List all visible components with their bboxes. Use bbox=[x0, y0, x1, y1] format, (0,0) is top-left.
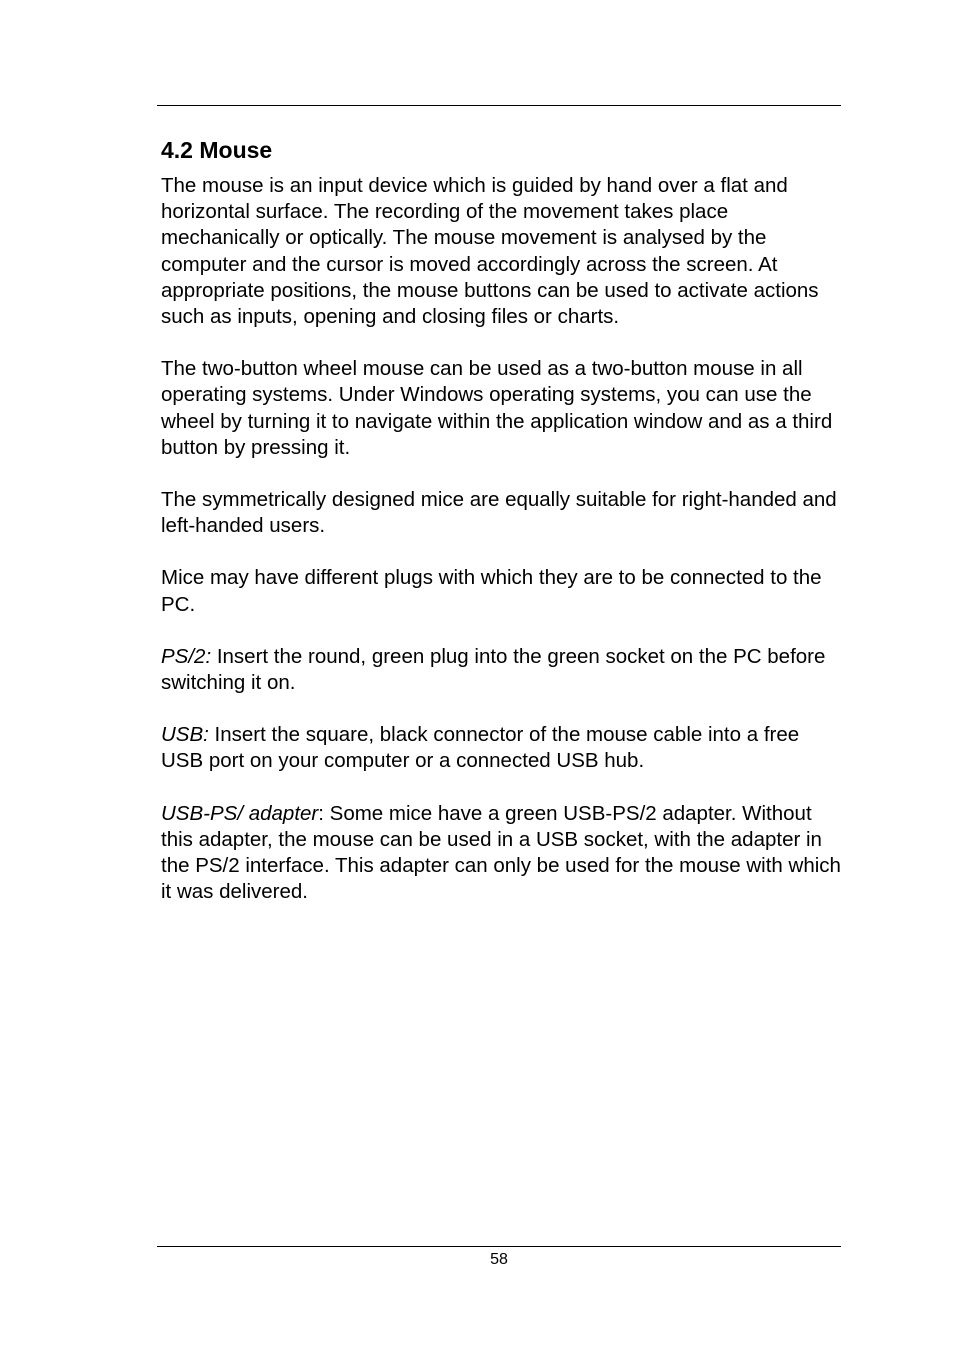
paragraph-ps2 bbox=[161, 644, 841, 696]
paragraph-text: The symmetrically designed mice are equally suitable for right-handed and left-handed users. bbox=[161, 488, 837, 538]
paragraph-lead-usb-ps-adapter: USB-PS/ adapter bbox=[161, 801, 319, 825]
page-number: 58 bbox=[490, 1251, 508, 1268]
paragraph-usb bbox=[161, 722, 841, 774]
paragraph-text: The mouse is an input device which is guided by hand over a flat and horizontal surface. The recording of the movement takes place mechanically or optically. The mouse movement is analysed by the computer and the cursor is moved accordingly across the screen. At appropriate positions, the mouse buttons can be used to activate actions such as inputs, opening and closing files or charts. bbox=[161, 174, 819, 329]
paragraph-text: : Some mice have a green USB-PS/2 adapter. Without this adapter, the mouse can be used in a USB socket, with the adapter in the PS/2 interface. This adapter can only be used for the mouse with which it was delivered. bbox=[161, 801, 841, 904]
paragraph-mouse-intro bbox=[161, 173, 841, 330]
paragraph-wheel-mouse bbox=[161, 356, 841, 461]
footer-rule bbox=[157, 1246, 841, 1247]
paragraph-text: Insert the round, green plug into the green socket on the PC before switching it on. bbox=[161, 644, 826, 695]
paragraph-text: Mice may have different plugs with which they are to be connected to the PC. bbox=[161, 566, 822, 616]
paragraph-lead-ps2: PS/2: bbox=[161, 644, 212, 668]
header-rule bbox=[157, 105, 841, 106]
page-content bbox=[161, 136, 841, 931]
paragraph-text: Insert the square, black connector of the mouse cable into a free USB port on your computer or a connected USB hub. bbox=[161, 723, 800, 773]
paragraph-usb-ps-adapter bbox=[161, 801, 841, 906]
section-heading: 4.2 Mouse bbox=[161, 137, 273, 163]
paragraph-symmetric-mice bbox=[161, 487, 841, 539]
paragraph-plugs bbox=[161, 565, 841, 617]
paragraph-text: The two-button wheel mouse can be used as a two-button mouse in all operating systems. Under Windows operating systems, you can use the wheel by turning it to navigate within the application window and as a third button by pressing it. bbox=[161, 357, 833, 459]
paragraph-lead-usb: USB: bbox=[161, 723, 209, 747]
